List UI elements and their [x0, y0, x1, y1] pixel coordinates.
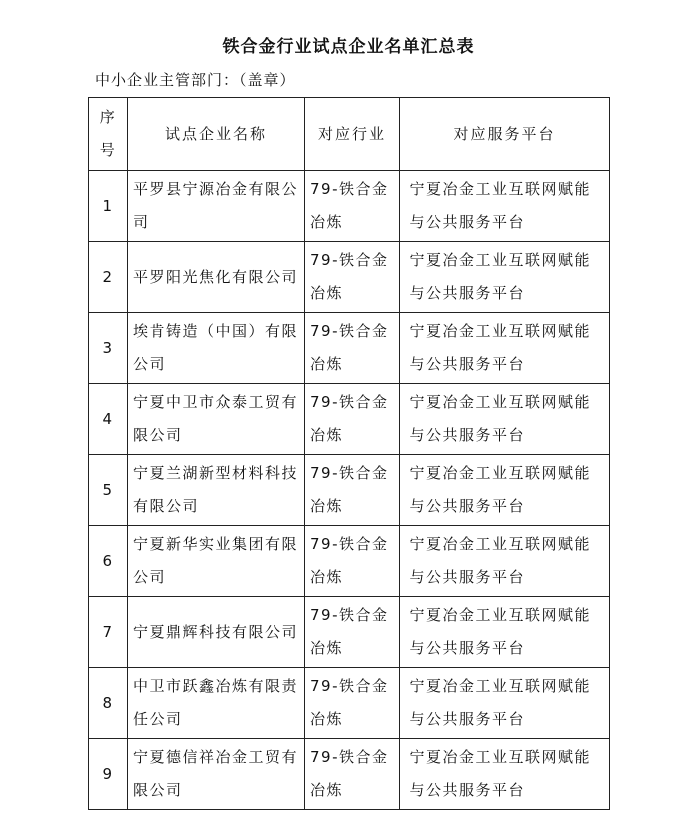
cell-enterprise-name: 中卫市跃鑫冶炼有限责任公司 [128, 668, 305, 739]
cell-serial-number: 9 [89, 739, 128, 810]
cell-enterprise-name: 宁夏鼎辉科技有限公司 [128, 597, 305, 668]
header-serial-number: 序号 [89, 98, 128, 171]
header-industry: 对应行业 [305, 98, 400, 171]
table-header-row [89, 98, 610, 171]
department-stamp-line: 中小企业主管部门：（盖章） [95, 71, 296, 89]
table-row [89, 455, 610, 526]
cell-industry: 79-铁合金冶炼 [305, 171, 400, 242]
cell-enterprise-name: 宁夏兰湖新型材料科技有限公司 [128, 455, 305, 526]
cell-service-platform: 宁夏冶金工业互联网赋能与公共服务平台 [400, 171, 610, 242]
cell-service-platform: 宁夏冶金工业互联网赋能与公共服务平台 [400, 455, 610, 526]
cell-industry: 79-铁合金冶炼 [305, 384, 400, 455]
cell-service-platform: 宁夏冶金工业互联网赋能与公共服务平台 [400, 384, 610, 455]
cell-enterprise-name: 平罗县宁源冶金有限公司 [128, 171, 305, 242]
cell-industry: 79-铁合金冶炼 [305, 597, 400, 668]
table-row [89, 739, 610, 810]
cell-industry: 79-铁合金冶炼 [305, 313, 400, 384]
cell-service-platform: 宁夏冶金工业互联网赋能与公共服务平台 [400, 597, 610, 668]
cell-enterprise-name: 宁夏新华实业集团有限公司 [128, 526, 305, 597]
cell-enterprise-name: 埃肯铸造（中国）有限公司 [128, 313, 305, 384]
cell-service-platform: 宁夏冶金工业互联网赋能与公共服务平台 [400, 242, 610, 313]
cell-industry: 79-铁合金冶炼 [305, 739, 400, 810]
header-enterprise-name: 试点企业名称 [128, 98, 305, 171]
document-title: 铁合金行业试点企业名单汇总表 [222, 37, 475, 57]
pilot-enterprise-table [88, 97, 610, 810]
table-row [89, 597, 610, 668]
cell-industry: 79-铁合金冶炼 [305, 526, 400, 597]
cell-serial-number: 3 [89, 313, 128, 384]
cell-industry: 79-铁合金冶炼 [305, 668, 400, 739]
cell-enterprise-name: 平罗阳光焦化有限公司 [128, 242, 305, 313]
table-row [89, 526, 610, 597]
cell-serial-number: 8 [89, 668, 128, 739]
cell-enterprise-name: 宁夏中卫市众泰工贸有限公司 [128, 384, 305, 455]
cell-serial-number: 4 [89, 384, 128, 455]
cell-industry: 79-铁合金冶炼 [305, 242, 400, 313]
cell-service-platform: 宁夏冶金工业互联网赋能与公共服务平台 [400, 313, 610, 384]
cell-serial-number: 6 [89, 526, 128, 597]
table-row [89, 668, 610, 739]
table-row [89, 242, 610, 313]
cell-industry: 79-铁合金冶炼 [305, 455, 400, 526]
cell-service-platform: 宁夏冶金工业互联网赋能与公共服务平台 [400, 668, 610, 739]
cell-serial-number: 5 [89, 455, 128, 526]
table-row [89, 384, 610, 455]
header-service-platform: 对应服务平台 [400, 98, 610, 171]
cell-serial-number: 1 [89, 171, 128, 242]
cell-service-platform: 宁夏冶金工业互联网赋能与公共服务平台 [400, 739, 610, 810]
cell-service-platform: 宁夏冶金工业互联网赋能与公共服务平台 [400, 526, 610, 597]
cell-enterprise-name: 宁夏德信祥冶金工贸有限公司 [128, 739, 305, 810]
cell-serial-number: 7 [89, 597, 128, 668]
cell-serial-number: 2 [89, 242, 128, 313]
table-row [89, 171, 610, 242]
table-row [89, 313, 610, 384]
